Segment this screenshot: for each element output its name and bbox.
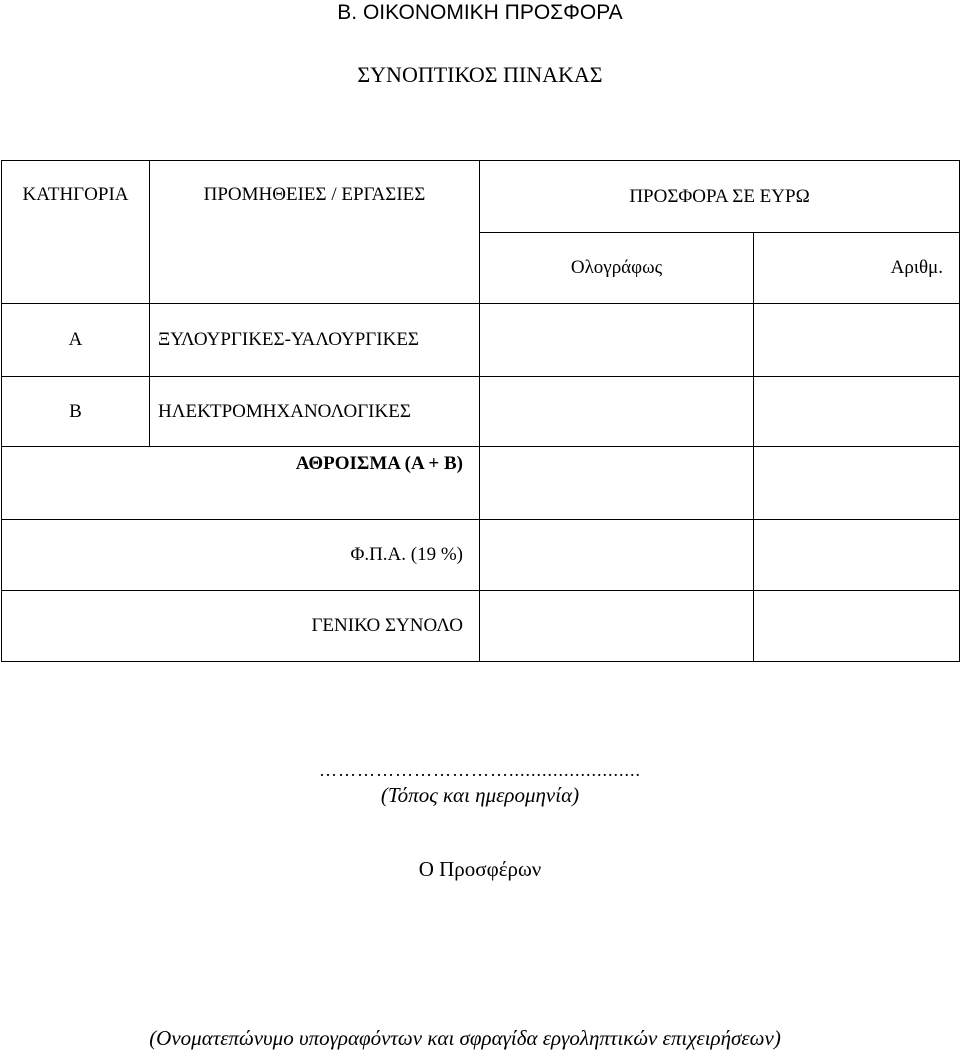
table-row xyxy=(2,304,960,377)
document-title: Β. ΟΙΚΟΝΟΜΙΚΗ ΠΡΟΣΦΟΡΑ xyxy=(337,1,623,24)
total-label: ΓΕΝΙΚΟ ΣΥΝΟΛΟ xyxy=(2,591,480,662)
offer-summary-table xyxy=(1,160,960,662)
header-works: ΠΡΟΜΗΘΕΙΕΣ / ΕΡΓΑΣΙΕΣ xyxy=(150,161,480,304)
header-offer-numeric: Αριθμ. xyxy=(754,233,960,304)
row-b-offer-numeric xyxy=(754,377,960,447)
table-header-row xyxy=(2,161,960,233)
total-offer-words xyxy=(480,591,754,662)
sum-row xyxy=(2,447,960,520)
vat-label: Φ.Π.Α. (19 %) xyxy=(2,520,480,591)
document-subtitle: ΣΥΝΟΠΤΙΚΟΣ ΠΙΝΑΚΑΣ xyxy=(357,62,603,87)
header-category: ΚΑΤΗΓΟΡΙΑ xyxy=(2,161,150,304)
table-row xyxy=(2,377,960,447)
total-row xyxy=(2,591,960,662)
offerer-label: Ο Προσφέρων xyxy=(418,857,542,881)
sum-offer-words xyxy=(480,447,754,520)
header-offer: ΠΡΟΣΦΟΡΑ ΣΕ ΕΥΡΩ xyxy=(480,161,960,233)
sum-label: ΑΘΡΟΙΣΜΑ (Α + Β) xyxy=(2,447,480,520)
row-a-offer-numeric xyxy=(754,304,960,377)
total-offer-numeric xyxy=(754,591,960,662)
place-date-caption: (Τόπος και ημερομηνία) xyxy=(380,783,580,807)
row-a-category: Α xyxy=(2,304,150,377)
header-offer-words: Ολογράφως xyxy=(480,233,754,304)
signature-note: (Ονοματεπώνυμο υπογραφόντων και σφραγίδα εργοληπτικών επιχειρήσεων) xyxy=(149,1026,781,1050)
sum-offer-numeric xyxy=(754,447,960,520)
vat-offer-words xyxy=(480,520,754,591)
vat-row xyxy=(2,520,960,591)
row-a-offer-words xyxy=(480,304,754,377)
row-b-offer-words xyxy=(480,377,754,447)
row-b-description: ΗΛΕΚΤΡΟΜΗΧΑΝΟΛΟΓΙΚΕΣ xyxy=(150,377,480,447)
place-date-dotted-line: …………………………........................ xyxy=(319,760,641,780)
row-b-category: Β xyxy=(2,377,150,447)
vat-offer-numeric xyxy=(754,520,960,591)
row-a-description: ΞΥΛΟΥΡΓΙΚΕΣ-ΥΑΛΟΥΡΓΙΚΕΣ xyxy=(150,304,480,377)
